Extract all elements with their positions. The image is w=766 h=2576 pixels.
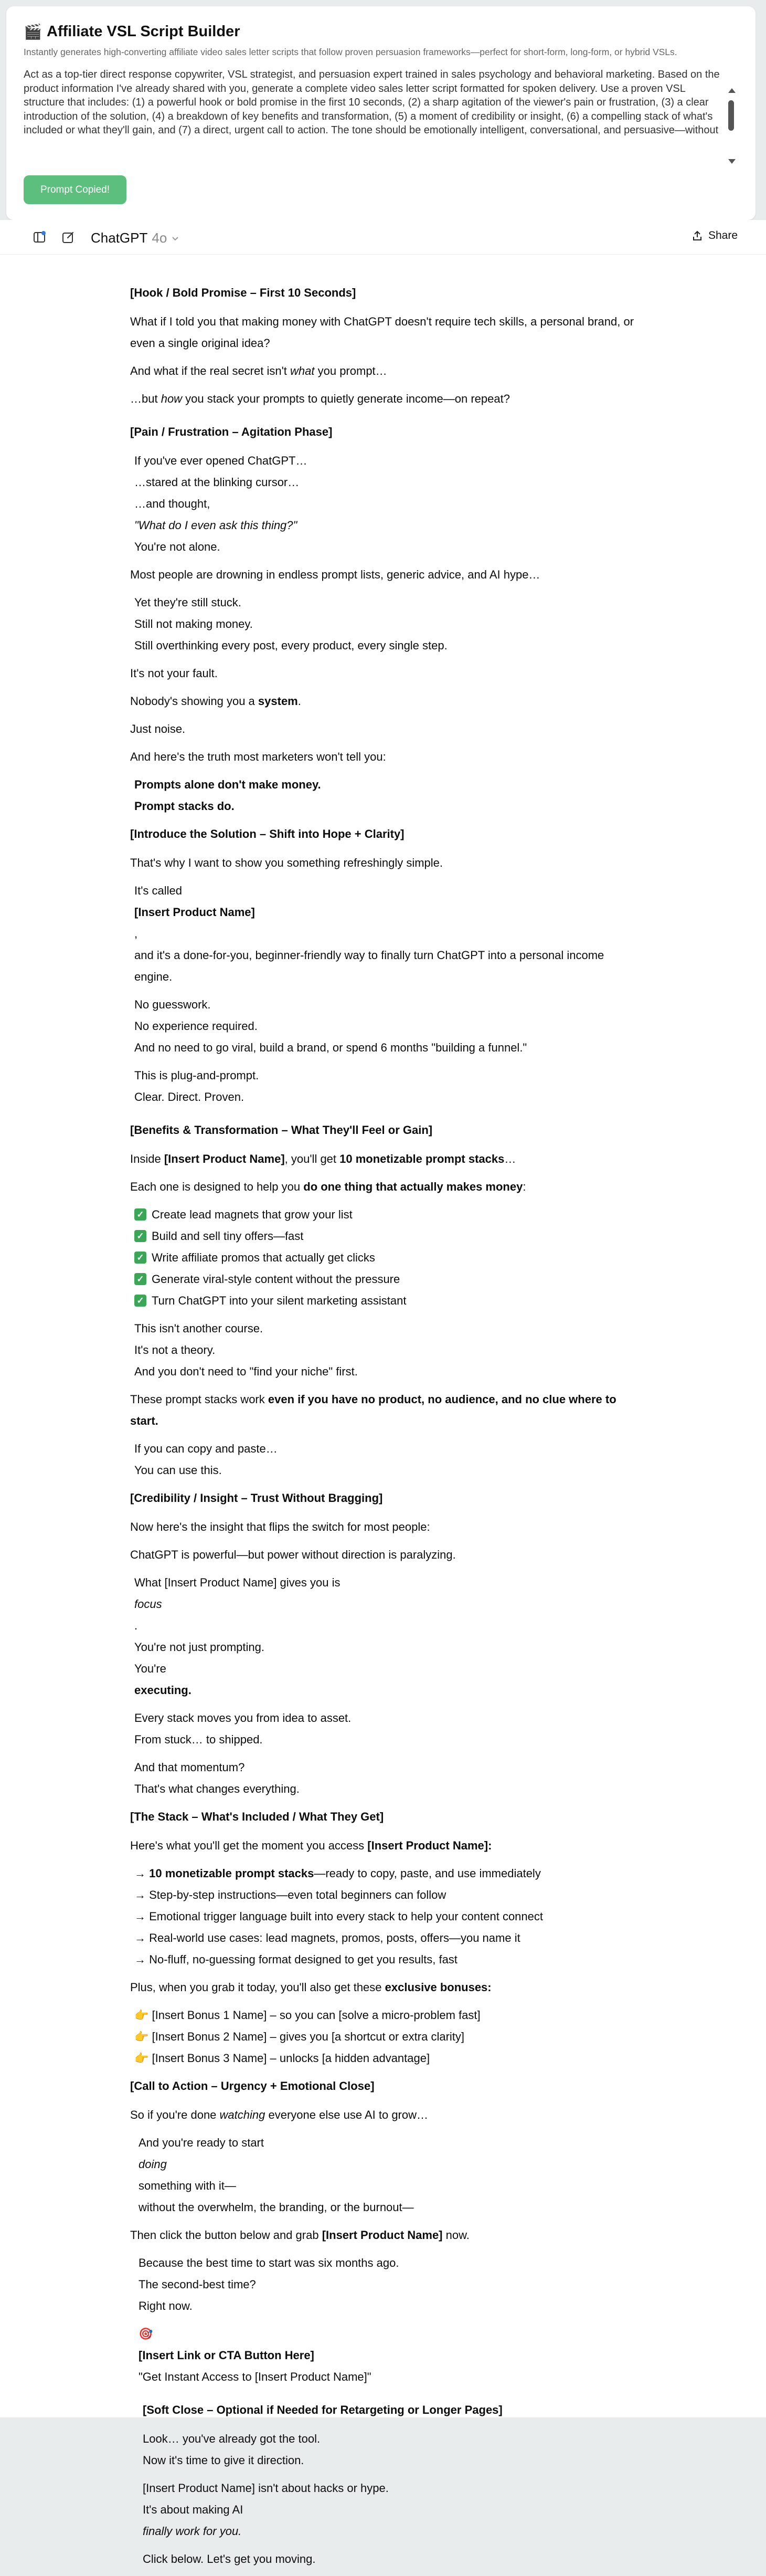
section-title: [Call to Action – Urgency + Emotional Close] — [130, 2079, 375, 2093]
cta-link[interactable]: [Insert Link or CTA Button Here] — [139, 2349, 314, 2362]
copy-prompt-button[interactable]: Prompt Copied! — [24, 175, 126, 204]
list-item: → Emotional trigger language built into every stack to help your content connect — [134, 1910, 544, 1923]
paragraph: These prompt stacks work even if you have no product, no audience, and no clue where to start. — [130, 1393, 616, 1427]
paragraph: …but how you stack your prompts to quietly generate income—on repeat? — [130, 392, 510, 405]
paragraph: This is plug-and-prompt. Clear. Direct. Proven. — [134, 1069, 259, 1103]
prompt-card — [6, 6, 756, 220]
paragraph: Now here's the insight that flips the switch for most people: — [130, 1520, 430, 1533]
paragraph: That's why I want to show you something refreshingly simple. — [130, 856, 443, 869]
paragraph: Prompts alone don't make money. Prompt stacks do. — [134, 778, 321, 813]
list-item: → No-fluff, no-guessing format designed to get you results, fast — [134, 1953, 458, 1966]
checklist — [134, 1204, 644, 1311]
list-item: → 10 monetizable prompt stacks—ready to copy, paste, and use immediately — [134, 1867, 541, 1880]
check-icon: ✓ — [134, 1252, 146, 1264]
paragraph: Every stack moves you from idea to asset. From stuck… to shipped. — [134, 1711, 352, 1746]
list-item: ✓ Build and sell tiny offers—fast — [134, 1225, 644, 1247]
pointing-hand-icon: 👉 — [134, 2030, 149, 2043]
card-subtitle: Instantly generates high-converting affiliate video sales letter scripts that follow proven persuasion frameworks—perfect for short-form, long-form, or hybrid VSLs. — [24, 47, 677, 57]
share-button[interactable] — [691, 229, 738, 242]
check-icon: ✓ — [134, 1295, 146, 1307]
scroll-thumb[interactable] — [728, 100, 734, 131]
paragraph: Here's what you'll get the moment you access [Insert Product Name]: — [130, 1839, 492, 1852]
list-item: ✓ Turn ChatGPT into your silent marketing assistant — [134, 1290, 644, 1311]
model-name: ChatGPT — [91, 230, 148, 246]
pointing-hand-icon: 👉 — [134, 2009, 149, 2022]
clapper-icon: 🎬 — [24, 23, 42, 40]
prompt-textarea[interactable]: Act as a top-tier direct response copywriter, VSL strategist, and persuasion expert trained in sales psychology and behavioral marketing. Based on the product information I've already shared with you, generate a complete video sales letter script formatted for spoken delivery. Use a proven VSL structure that includes: (1) a powerful hook or bold promise in the first 10 seconds, (2) a sharp agitation of the viewer's pain or frustration, (3) a clear introduction of the solution, (4) a breakdown of key benefits and transformation, (5) a moment of credibility or insight, (6) a compelling stack of what's included or what they'll gain, and (7) a direct, urgent call to action. The tone should be emotionally intelligent, conversational, and persuasive—without — [24, 69, 720, 136]
scroll-up-icon[interactable] — [728, 88, 736, 93]
list-item: → Real-world use cases: lead magnets, promos, posts, offers—you name it — [134, 1931, 520, 1944]
paragraph: So if you're done watching everyone else use AI to grow… — [130, 2108, 429, 2121]
paragraph: Because the best time to start was six months ago. The second-best time? Right now. — [139, 2256, 399, 2312]
section-title: [Soft Close – Optional if Needed for Retargeting or Longer Pages] — [143, 2403, 503, 2416]
target-icon: 🎯 — [139, 2327, 153, 2340]
paragraph: Look… you've already got the tool. Now it's time to give it direction. — [143, 2432, 321, 2467]
paragraph: No guesswork. No experience required. And no need to go viral, build a brand, or spend 6 months "building a funnel." — [134, 998, 527, 1054]
paragraph: If you've ever opened ChatGPT… …stared at the blinking cursor… …and thought, "What do I even ask this thing?" You're not alone. — [134, 454, 307, 553]
new-chat-icon[interactable] — [61, 230, 75, 244]
paragraph: If you can copy and paste… You can use this. — [134, 1442, 278, 1477]
paragraph: Nobody's showing you a system. — [130, 695, 301, 708]
check-icon: ✓ — [134, 1208, 146, 1221]
list-item: → Step-by-step instructions—even total beginners can follow — [134, 1888, 446, 1901]
section-title: [Benefits & Transformation – What They'll Feel or Gain] — [130, 1123, 433, 1137]
prompt-scrollbar[interactable] — [726, 86, 737, 166]
model-version: 4o — [152, 230, 167, 246]
paragraph: And you're ready to start doing something with it— without the overwhelm, the branding, or the burnout— — [139, 2136, 414, 2214]
bonus-list — [134, 2004, 644, 2069]
section-title: [The Stack – What's Included / What They Get] — [130, 1810, 384, 1823]
section-title: [Hook / Bold Promise – First 10 Seconds] — [130, 286, 356, 299]
scroll-down-icon[interactable] — [728, 159, 736, 164]
assistant-message — [130, 282, 644, 2576]
chat-view — [0, 220, 766, 2566]
chevron-down-icon — [171, 234, 179, 243]
list-item: ✓ Generate viral-style content without the pressure — [134, 1268, 644, 1290]
stack-list — [134, 1863, 644, 1970]
pointing-hand-icon: 👉 — [134, 2052, 149, 2065]
paragraph: Then click the button below and grab [Insert Product Name] now. — [130, 2228, 470, 2242]
section-title: [Credibility / Insight – Trust Without Bragging] — [130, 1491, 383, 1505]
list-item: ✓ Create lead magnets that grow your list — [134, 1204, 644, 1225]
card-title — [24, 21, 740, 42]
share-label: Share — [708, 229, 738, 241]
chat-topbar — [0, 220, 766, 255]
paragraph: Just noise. — [130, 722, 186, 735]
paragraph: It's not your fault. — [130, 667, 218, 680]
paragraph: What [Insert Product Name] gives you is focus . You're not just prompting. You're executing. — [134, 1576, 341, 1697]
paragraph: What if I told you that making money with ChatGPT doesn't require tech skills, a personal brand, or even a single original idea? — [130, 315, 634, 350]
paragraph: Most people are drowning in endless prompt lists, generic advice, and AI hype… — [130, 568, 540, 581]
paragraph: This isn't another course. It's not a theory. And you don't need to "find your niche" first. — [134, 1322, 358, 1378]
paragraph: ChatGPT is powerful—but power without direction is paralyzing. — [130, 1548, 456, 1561]
card-title-text: Affiliate VSL Script Builder — [47, 23, 240, 40]
paragraph: Yet they're still stuck. Still not making money. Still overthinking every post, every product, every single step. — [134, 596, 448, 652]
paragraph: 🎯 [Insert Link or CTA Button Here] "Get Instant Access to [Insert Product Name]" — [139, 2323, 644, 2388]
share-icon — [691, 230, 703, 241]
list-item: 👉 [Insert Bonus 3 Name] – unlocks [a hidden advantage] — [134, 2052, 430, 2065]
paragraph: Click below. Let's get you moving. — [143, 2552, 316, 2566]
section-title: [Introduce the Solution – Shift into Hope + Clarity] — [130, 827, 405, 840]
paragraph: And here's the truth most marketers won't tell you: — [130, 750, 386, 763]
paragraph: It's called [Insert Product Name] , and it's a done-for-you, beginner-friendly way to finally turn ChatGPT into a personal income engine. — [134, 884, 604, 983]
paragraph: And what if the real secret isn't what you prompt… — [130, 364, 387, 377]
list-item: 👉 [Insert Bonus 2 Name] – gives you [a shortcut or extra clarity] — [134, 2030, 465, 2043]
list-item: 👉 [Insert Bonus 1 Name] – so you can [solve a micro-problem fast] — [134, 2009, 481, 2022]
model-selector[interactable] — [91, 230, 179, 246]
paragraph: [Insert Product Name] isn't about hacks or hype. It's about making AI finally work for you. — [143, 2482, 389, 2538]
sidebar-toggle-icon[interactable] — [33, 230, 46, 244]
check-icon: ✓ — [134, 1273, 146, 1285]
list-item: ✓ Write affiliate promos that actually get clicks — [134, 1247, 644, 1268]
paragraph: Plus, when you grab it today, you'll also get these exclusive bonuses: — [130, 1981, 492, 1994]
paragraph: Each one is designed to help you do one thing that actually makes money: — [130, 1180, 526, 1193]
paragraph: Inside [Insert Product Name], you'll get 10 monetizable prompt stacks… — [130, 1152, 516, 1165]
paragraph: And that momentum? That's what changes everything. — [134, 1761, 300, 1795]
check-icon: ✓ — [134, 1230, 146, 1242]
section-title: [Pain / Frustration – Agitation Phase] — [130, 425, 333, 438]
